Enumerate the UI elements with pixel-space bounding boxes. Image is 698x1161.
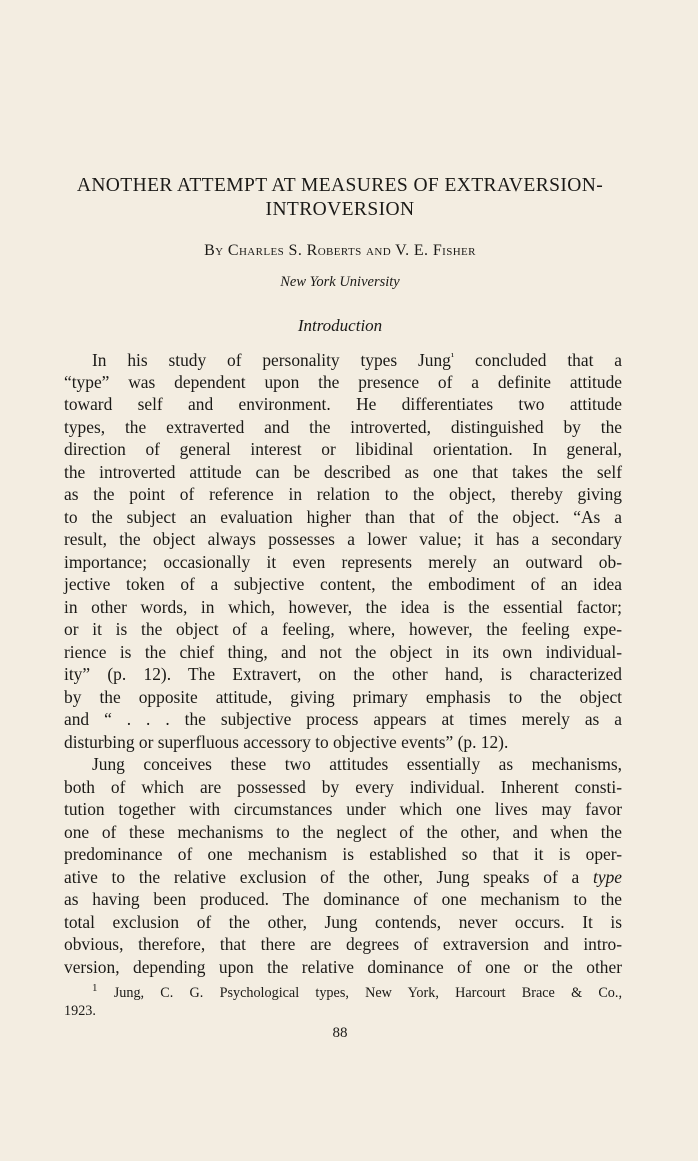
body-line: result, the object always possesses a lower value; it has a secondary (64, 529, 622, 549)
body-line: toward self and environment. He differentiates two attitude (64, 394, 622, 414)
body-line: to the subject an evaluation higher than that of the object. “As a (64, 507, 622, 527)
body-line: “type” was dependent upon the presence of a definite attitude (64, 372, 622, 392)
author-byline: By Charles S. Roberts and V. E. Fisher (204, 242, 476, 259)
body-line: ity” (p. 12). The Extravert, on the other hand, is characterized (64, 664, 622, 684)
footnote-number: 1 (92, 982, 98, 994)
emphasized-word: type (593, 867, 622, 887)
page-number: 88 (332, 1025, 348, 1041)
body-line: version, depending upon the relative dominance of one or the other (64, 957, 622, 977)
body-line: both of which are possessed by every individual. Inherent consti- (64, 777, 622, 797)
body-line: tution together with circumstances under which one lives may favor (64, 799, 622, 819)
body-line: in other words, in which, however, the idea is the essential factor; (64, 597, 622, 617)
body-line: jective token of a subjective content, the embodiment of an idea (64, 574, 622, 594)
body-line: the introverted attitude can be described as one that takes the self (64, 462, 622, 482)
footnote-line-1: $^1$ Jung, C. G. Psychological types, New York, Harcourt Brace & Co., (92, 982, 622, 1001)
section-heading: Introduction (297, 316, 383, 335)
footnote-line-2: 1923. (64, 1003, 96, 1019)
footnote-marker: ¹ (450, 351, 455, 363)
body-line: total exclusion of the other, Jung contends, never occurs. It is (64, 912, 622, 932)
body-line: disturbing or superfluous accessory to objective events” (p. 12). (64, 732, 509, 752)
author-affiliation: New York University (280, 274, 400, 290)
body-line: obvious, therefore, that there are degrees of extraversion and intro- (64, 934, 622, 954)
body-line: or it is the object of a feeling, where, however, the feeling expe- (64, 619, 622, 639)
body-line: Jung conceives these two attitudes essentially as mechanisms, (92, 754, 622, 774)
body-line: direction of general interest or libidinal orientation. In general, (64, 439, 622, 459)
body-line: types, the extraverted and the introverted, distinguished by the (64, 417, 622, 437)
article-title-line-2: INTROVERSION (265, 199, 415, 220)
article-title-line-1: ANOTHER ATTEMPT AT MEASURES OF EXTRAVERSION- (76, 175, 604, 196)
body-line: as the point of reference in relation to the object, thereby giving (64, 484, 622, 504)
body-line: as having been produced. The dominance of one mechanism to the (64, 889, 622, 909)
body-line: by the opposite attitude, giving primary emphasis to the object (64, 687, 622, 707)
body-line: ative to the relative exclusion of the other, Jung speaks of a type (64, 867, 622, 887)
body-line: and “ . . . the subjective process appears at times merely as a (64, 709, 622, 729)
body-line: In his study of personality types Jung$^{^1}$ concluded that a (92, 350, 622, 370)
body-line: one of these mechanisms to the neglect of the other, and when the (64, 822, 622, 842)
body-line: rience is the chief thing, and not the object in its own individual- (64, 642, 622, 662)
body-line: predominance of one mechanism is established so that it is oper- (64, 844, 622, 864)
body-line: importance; occasionally it even represents merely an outward ob- (64, 552, 622, 572)
